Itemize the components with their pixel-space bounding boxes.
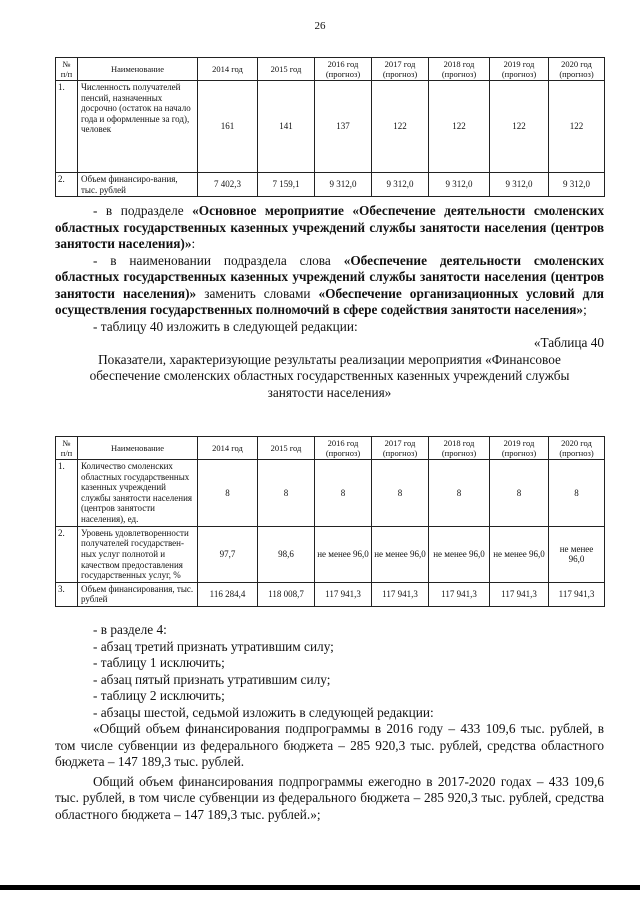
- cell-2016: 9 312,0: [315, 173, 372, 197]
- para-text: :: [191, 236, 196, 251]
- table-header-row: [56, 437, 605, 460]
- cell-2015: 7 159,1: [258, 173, 315, 197]
- para-text: заменить словами: [196, 285, 319, 301]
- row-name: Уровень удовлетворенности получателей государствен-ных услуг полнотой и качеством предоставления государственных услуг, %: [78, 526, 198, 582]
- header-cell: 2019 год (прогноз): [490, 437, 549, 460]
- table-row: [56, 81, 605, 173]
- cell-2019: 8: [490, 460, 549, 527]
- table-header-row: [56, 58, 605, 81]
- table-40: [55, 436, 605, 607]
- cell-2014: 97,7: [198, 526, 258, 582]
- header-cell: Наименование: [78, 58, 198, 81]
- list-item: - в разделе 4:: [93, 622, 167, 637]
- page-bottom-border: [0, 885, 640, 890]
- cell-2015: 118 008,7: [258, 582, 315, 606]
- cell-2020: 8: [549, 460, 605, 527]
- table-pensions: [55, 57, 605, 197]
- cell-2014: 161: [198, 81, 258, 173]
- page-number: 26: [314, 20, 326, 32]
- cell-2017: 117 941,3: [372, 582, 429, 606]
- cell-2016: не менее 96,0: [315, 526, 372, 582]
- row-number: 1.: [56, 460, 78, 527]
- cell-2015: 141: [258, 81, 315, 173]
- table-row: [56, 173, 605, 197]
- header-cell: 2015 год: [258, 437, 315, 460]
- cell-2015: 8: [258, 460, 315, 527]
- list-item: - абзацы шестой, седьмой изложить в следующей редакции:: [93, 704, 434, 720]
- cell-2019: 9 312,0: [490, 173, 549, 197]
- amendment-text: [55, 203, 604, 401]
- header-cell: 2020 год (прогноз): [549, 437, 605, 460]
- row-name: Объем финансирования, тыс. рублей: [78, 582, 198, 606]
- cell-2016: 8: [315, 460, 372, 527]
- cell-2014: 116 284,4: [198, 582, 258, 606]
- header-cell: 2014 год: [198, 58, 258, 81]
- cell-2017: не менее 96,0: [372, 526, 429, 582]
- header-cell: 2016 год (прогноз): [315, 58, 372, 81]
- paragraph-table40: - таблицу 40 изложить в следующей редакции:: [93, 318, 358, 334]
- row-number: 2.: [56, 526, 78, 582]
- header-cell: 2019 год (прогноз): [490, 58, 549, 81]
- row-name: Количество смоленских областных государственных казенных учреждений службы занятости населения (центров занятости населения), ед.: [78, 460, 198, 527]
- header-cell: Наименование: [78, 437, 198, 460]
- list-item: - таблицу 1 исключить;: [93, 655, 225, 670]
- para-text: ;: [583, 302, 587, 317]
- row-number: 3.: [56, 582, 78, 606]
- header-cell: 2020 год (прогноз): [549, 58, 605, 81]
- header-cell: 2018 год (прогноз): [429, 437, 490, 460]
- table-row: [56, 460, 605, 527]
- table-row: [56, 526, 605, 582]
- cell-2020: не менее 96,0: [549, 526, 605, 582]
- cell-2017: 8: [372, 460, 429, 527]
- header-cell: 2018 год (прогноз): [429, 58, 490, 81]
- row-name: Объем финансиро-вания, тыс. рублей: [78, 173, 198, 197]
- cell-2018: 122: [429, 81, 490, 173]
- header-cell: 2017 год (прогноз): [372, 58, 429, 81]
- cell-2019: 122: [490, 81, 549, 173]
- paragraph-rename: [55, 253, 604, 319]
- table-label: «Таблица 40: [533, 335, 604, 350]
- quoted-paragraph: Общий объем финансирования подпрограммы ежегодно в 2017-2020 годах – 433 109,6 тыс. рублей, в том числе субвенции из федерального бюджета – 285 920,3 тыс. рублей, средства областного бюджета – 147 189,3 тыс. рублей.»;: [55, 773, 604, 822]
- cell-2020: 117 941,3: [549, 582, 605, 606]
- quoted-paragraph: «Общий объем финансирования подпрограммы в 2016 году – 433 109,6 тыс. рублей, в том числе субвенции из федерального бюджета – 285 920,3 тыс. рублей, средства областного бюджета – 147 189,3 тыс. рублей.: [55, 721, 604, 769]
- cell-2014: 8: [198, 460, 258, 527]
- cell-2016: 117 941,3: [315, 582, 372, 606]
- header-cell: 2016 год (прогноз): [315, 437, 372, 460]
- cell-2019: не менее 96,0: [490, 526, 549, 582]
- cell-2019: 117 941,3: [490, 582, 549, 606]
- header-cell: 2017 год (прогноз): [372, 437, 429, 460]
- para-text: - в подразделе: [93, 203, 193, 218]
- row-number: 2.: [56, 173, 78, 197]
- header-cell: № п/п: [56, 437, 78, 460]
- cell-2017: 9 312,0: [372, 173, 429, 197]
- list-item: - абзац третий признать утратившим силу;: [93, 638, 334, 654]
- cell-2018: 117 941,3: [429, 582, 490, 606]
- section4-amendments: [55, 622, 604, 823]
- cell-2020: 9 312,0: [549, 173, 605, 197]
- paragraph-subsection: [55, 203, 604, 253]
- row-name: Численность получателей пенсий, назначенных досрочно (остаток на начало года и оформленные за год), человек: [78, 81, 198, 173]
- header-cell: № п/п: [56, 58, 78, 81]
- list-item: - таблицу 2 исключить;: [93, 688, 225, 703]
- row-number: 1.: [56, 81, 78, 173]
- cell-2017: 122: [372, 81, 429, 173]
- cell-2018: не менее 96,0: [429, 526, 490, 582]
- para-bold: «Основное мероприятие «Обеспечение деятельности смоленских областных государственных казенных учреждений службы занятости населения (центров занятости населения)»: [55, 203, 604, 251]
- cell-2016: 137: [315, 81, 372, 173]
- cell-2018: 9 312,0: [429, 173, 490, 197]
- para-bold: «Обеспечение организационных условий для осуществления государственных полномочий в сфере содействия занятости населения»: [55, 285, 604, 317]
- header-cell: 2015 год: [258, 58, 315, 81]
- list-item: - абзац пятый признать утратившим силу;: [93, 671, 331, 687]
- cell-2020: 122: [549, 81, 605, 173]
- para-text: - в наименовании подраздела слова: [93, 252, 344, 268]
- header-cell: 2014 год: [198, 437, 258, 460]
- para-bold: «Обеспечение деятельности смоленских областных государственных казенных учреждений службы занятости населения (центров занятости населения)»: [55, 252, 604, 301]
- cell-2018: 8: [429, 460, 490, 527]
- table-title: Показатели, характеризующие результаты реализации мероприятия «Финансовое обеспечение смоленских областных государственных казенных учреждений службы занятости населения»: [89, 351, 570, 400]
- cell-2015: 98,6: [258, 526, 315, 582]
- table-row: [56, 582, 605, 606]
- cell-2014: 7 402,3: [198, 173, 258, 197]
